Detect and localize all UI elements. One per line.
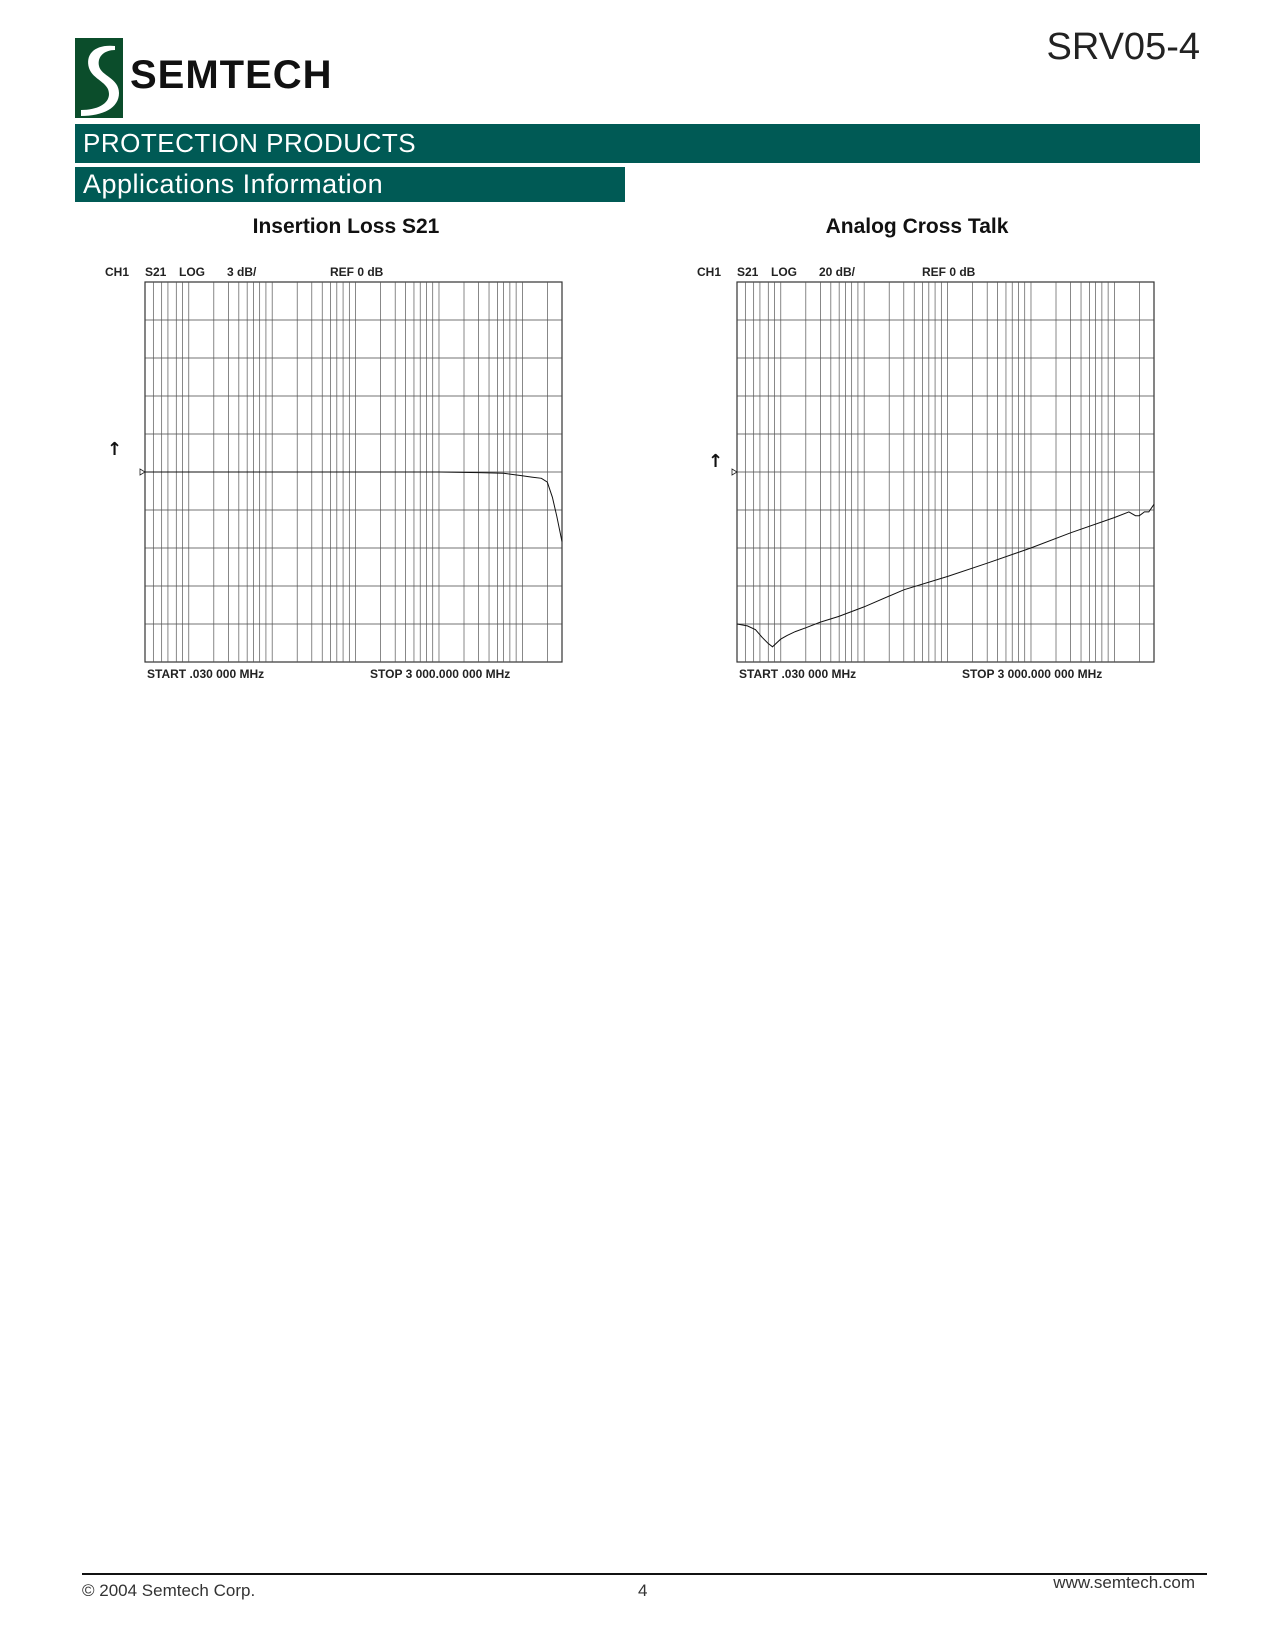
section-title: PROTECTION PRODUCTS xyxy=(83,128,417,158)
ref-arrow-icon: ↑ xyxy=(107,439,123,460)
page-number: 4 xyxy=(638,1581,648,1600)
start-freq-label: START .030 000 MHz xyxy=(147,667,265,681)
part-number: SRV05-4 xyxy=(1046,26,1200,68)
format-label: LOG xyxy=(771,265,797,279)
subsection-title: Applications Information xyxy=(83,169,384,199)
chart-title-insertion-loss: Insertion Loss S21 xyxy=(252,215,440,238)
scale-label: 20 dB/ xyxy=(819,265,856,279)
footer-rule xyxy=(82,1573,1207,1575)
ref-arrow-icon: ↑ xyxy=(708,451,724,472)
ref-label: REF 0 dB xyxy=(922,265,976,279)
channel-label: CH1 xyxy=(105,265,130,279)
chart-title-cross-talk: Analog Cross Talk xyxy=(825,215,1009,238)
param-label: S21 xyxy=(737,265,759,279)
copyright: © 2004 Semtech Corp. xyxy=(82,1581,256,1600)
start-freq-label: START .030 000 MHz xyxy=(739,667,857,681)
series-trace xyxy=(737,504,1154,647)
logo-text: SEMTECH xyxy=(130,53,333,97)
format-label: LOG xyxy=(179,265,205,279)
copyright-text: 2004 Semtech Corp. xyxy=(99,1581,256,1600)
stop-freq-label: STOP 3 000.000 000 MHz xyxy=(962,667,1103,681)
channel-label: CH1 xyxy=(697,265,722,279)
ref-marker-icon xyxy=(732,469,737,475)
series-trace xyxy=(145,472,562,542)
charts-canvas xyxy=(0,0,1275,720)
website: www.semtech.com xyxy=(1053,1573,1195,1592)
scale-label: 3 dB/ xyxy=(227,265,257,279)
stop-freq-label: STOP 3 000.000 000 MHz xyxy=(370,667,511,681)
param-label: S21 xyxy=(145,265,167,279)
ref-label: REF 0 dB xyxy=(330,265,384,279)
ref-marker-icon xyxy=(140,469,145,475)
